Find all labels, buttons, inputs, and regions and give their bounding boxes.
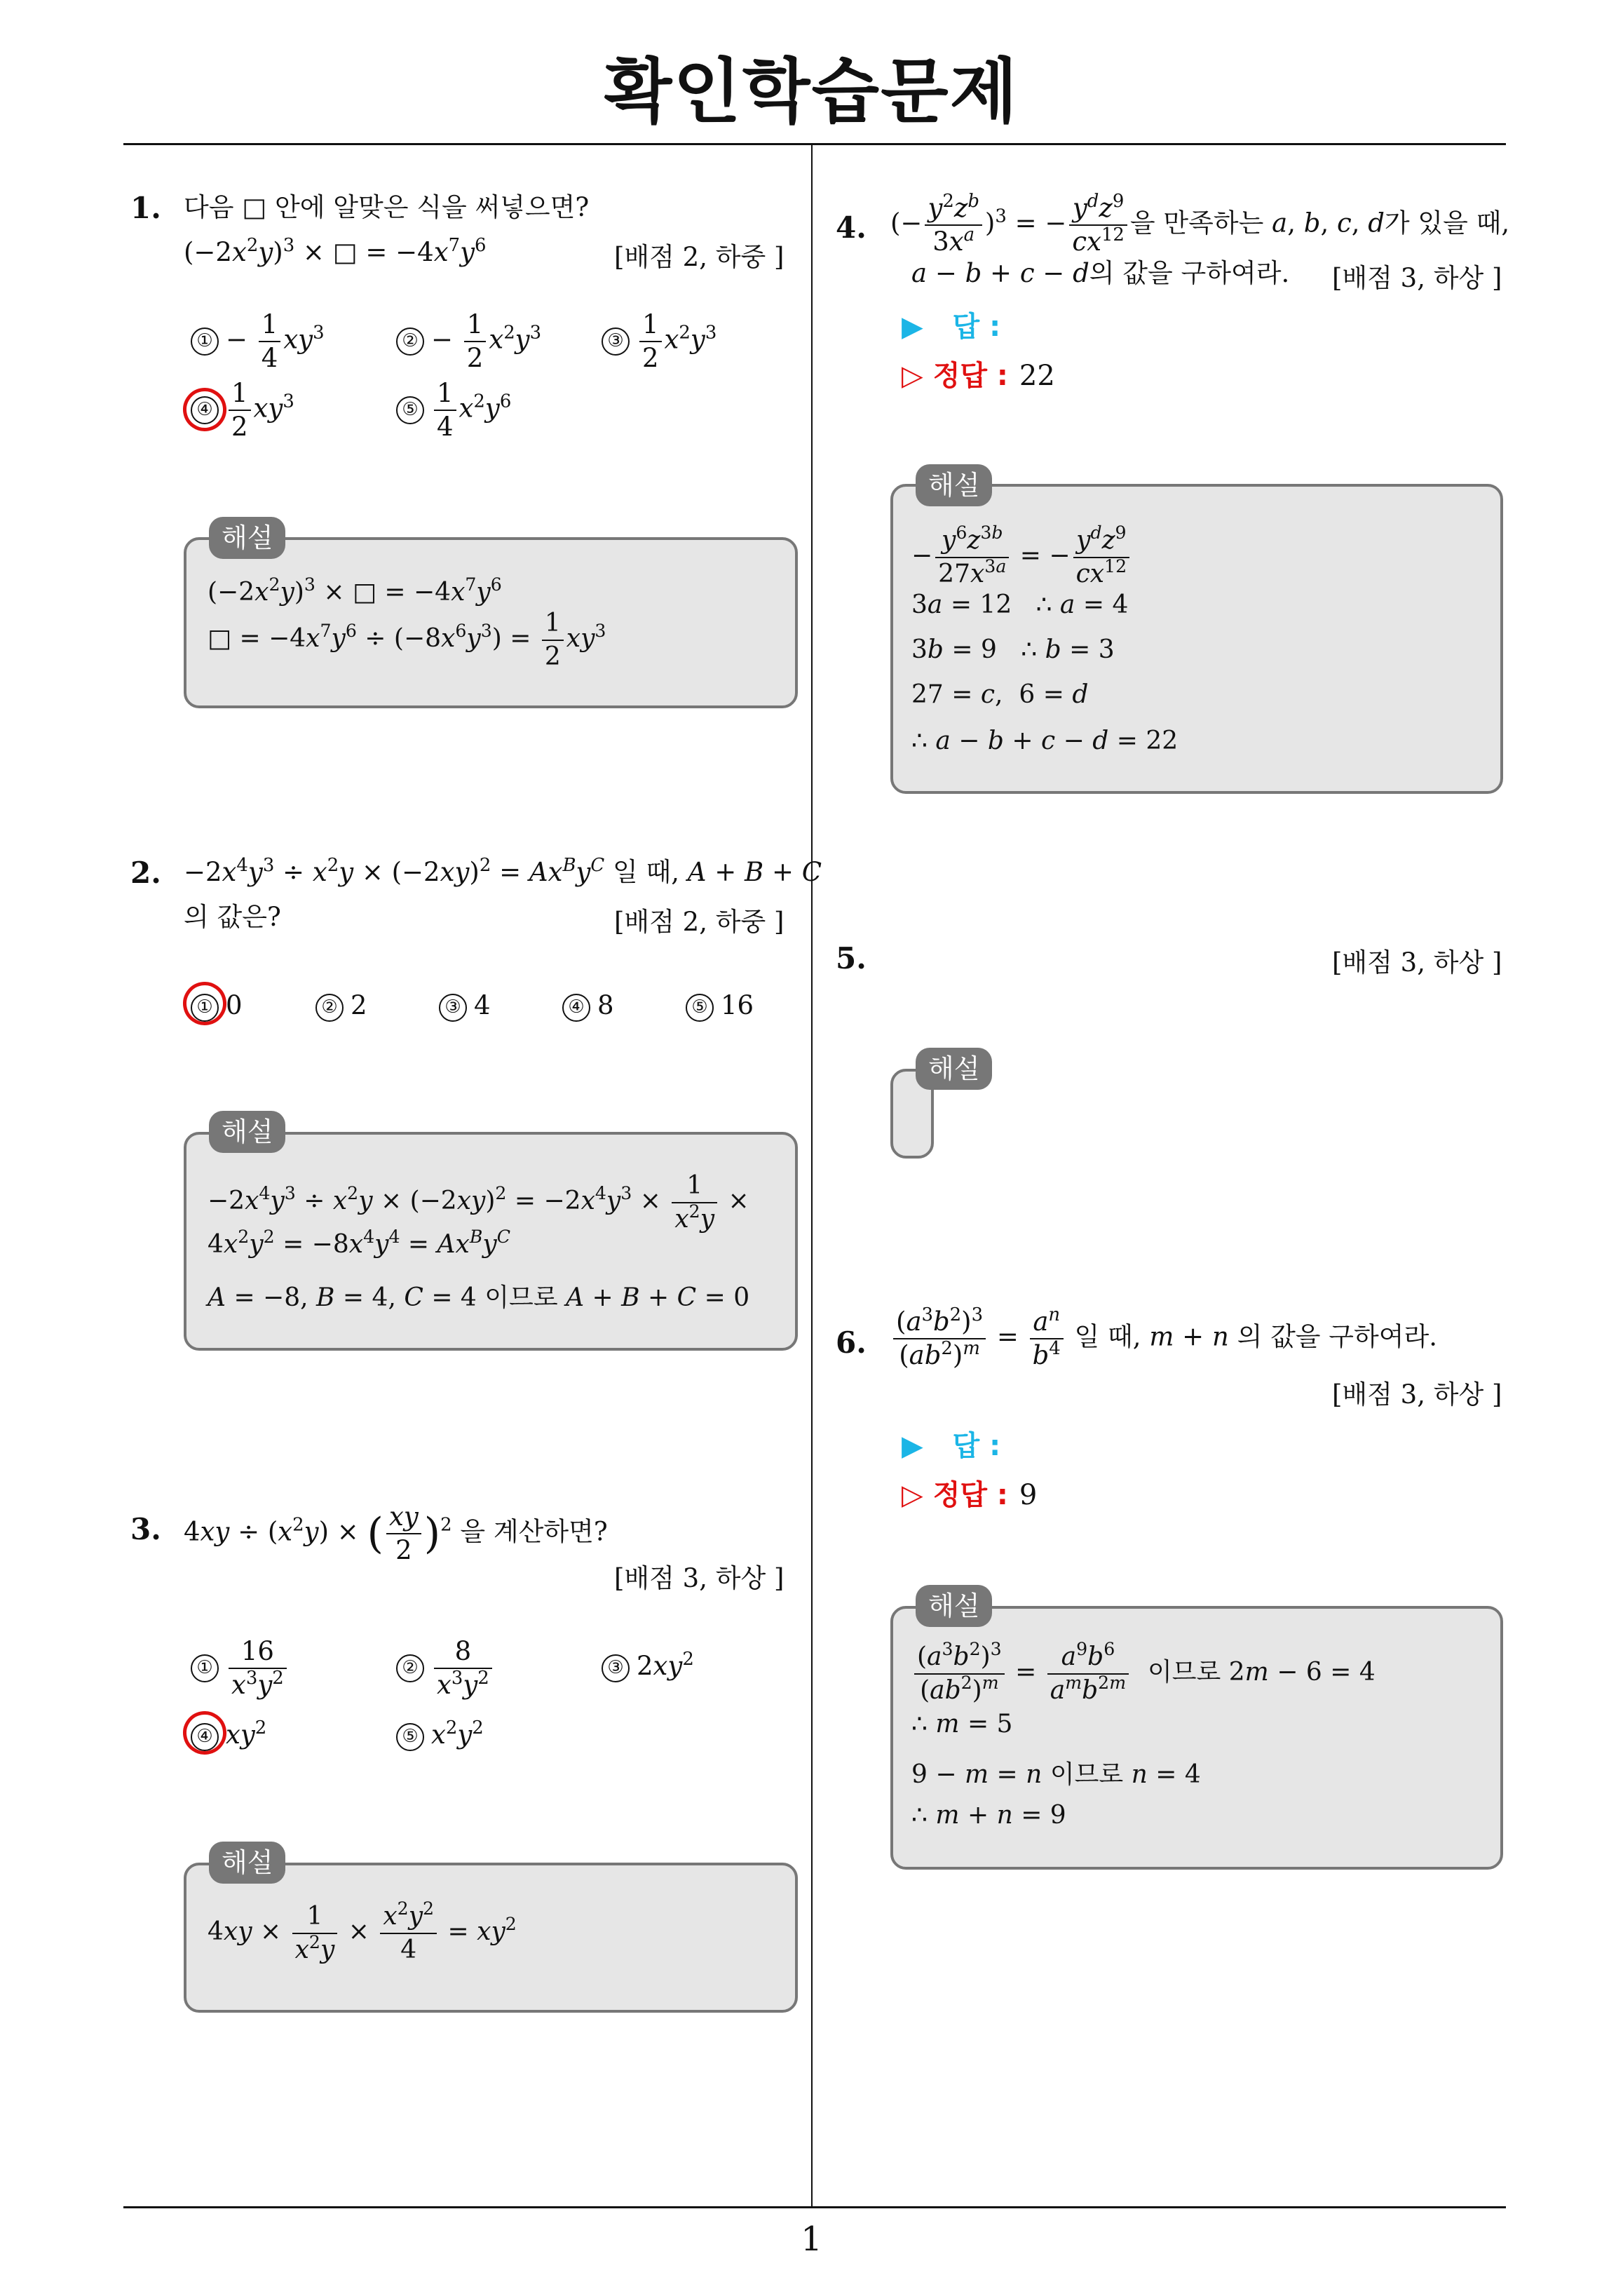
- q4-meta: [배점 3, 하상 ]: [1332, 263, 1502, 293]
- q2-text-line-2: 의 값은?: [184, 902, 281, 932]
- q4-solution-tag: 해설: [916, 464, 992, 506]
- triangle-outline-icon: ▷: [902, 1479, 923, 1511]
- q1-option-3[interactable]: ③ $\frac{1}{2}$ $x^2y^3$: [602, 309, 717, 374]
- q4-text: (− $\frac{y^2z^b}{3x^a}$ )$^3$ = − $\frac{y^dz^9}{cx^{12}}$ 을 만족하는 a, b, c, d가 있을 때,: [890, 190, 1510, 257]
- q1-option-1[interactable]: ① − $\frac{1}{4}$ $xy^3$: [191, 309, 325, 374]
- q6-solution-line-1: $\frac{(a^3b^2)^3}{(ab^2)^m}$ = $\frac{a^9b^6}{a^mb^{2m}}$ 이므로 2m − 6 = 4: [911, 1641, 1376, 1707]
- q4-correct-row: ▷ 정답 : 22: [902, 360, 1055, 392]
- q6-meta: [배점 3, 하상 ]: [1332, 1379, 1502, 1410]
- q2-solution-line-2: $4x^2y^2 = -8x^4y^4 = Ax^By^C$: [208, 1227, 510, 1259]
- q2-option-3[interactable]: ③ 4: [439, 990, 491, 1022]
- q3-option-5[interactable]: ⑤ $x^2y^2$: [396, 1720, 484, 1751]
- page-number: 1: [801, 2220, 822, 2259]
- q3-meta: [배점 3, 하상 ]: [614, 1563, 785, 1593]
- q1-solution-tag: 해설: [209, 517, 285, 559]
- q1-option-5[interactable]: ⑤ $\frac{1}{4}$ $x^2y^6$: [396, 377, 511, 443]
- q1-number: 1.: [130, 191, 161, 225]
- q4-solution-line-2: 3a = 12 ∴ a = 4: [911, 590, 1129, 619]
- play-icon: ▶: [902, 1430, 923, 1462]
- q3-option-2[interactable]: ② $\frac{8}{x^3y^2}$: [396, 1635, 495, 1701]
- q5-meta: [배점 3, 하상 ]: [1332, 947, 1502, 978]
- q6-text: $\frac{(a^3b^2)^3}{(ab^2)^m}$ = $\frac{a^n}{b^4}$ 일 때, m + n 의 값을 구하여라.: [890, 1306, 1437, 1372]
- q1-text: 다음 □ 안에 알맞은 식을 써넣으면?: [184, 192, 590, 222]
- q2-option-5[interactable]: ⑤ 16: [686, 990, 754, 1022]
- q1-expression: $(-2x^2y)^3$ × □ = $-4x^7y^6$: [184, 234, 487, 267]
- q6-solution-line-4: ∴ m + n = 9: [911, 1801, 1066, 1830]
- q2-number: 2.: [130, 856, 161, 890]
- q1-option-4[interactable]: ④ $\frac{1}{2}$ $xy^3$: [191, 377, 294, 443]
- q3-text: $4xy \div (x^2y)$ × ( $\frac{xy}{2}$ )$^2$ 을 계산하면?: [184, 1501, 608, 1565]
- q2-option-1[interactable]: ① 0: [191, 990, 243, 1022]
- q1-solution-line-1: $(-2x^2y)^3$ × □ = $-4x^7y^6$: [208, 574, 502, 607]
- q4-answer-row[interactable]: ▶ 답 :: [902, 311, 1001, 343]
- q2-solution-line-1: $-2x^4y^3 \div x^2y \times (-2xy)^2 = -2x^4y^3$ × $\frac{1}{x^2y}$ ×: [208, 1171, 749, 1234]
- q1-meta: [배점 2, 하중 ]: [614, 242, 785, 272]
- q1-option-2[interactable]: ② − $\frac{1}{2}$ $x^2y^3$: [396, 309, 541, 374]
- q5-solution-tag: 해설: [916, 1048, 992, 1090]
- q3-option-3[interactable]: ③ $2xy^2$: [602, 1651, 694, 1682]
- triangle-outline-icon: ▷: [902, 360, 923, 392]
- q4-solution-line-5: ∴ a − b + c − d = 22: [911, 727, 1179, 755]
- q4-text-line-2: a − b + c − d의 값을 구하여라.: [911, 258, 1290, 288]
- q2-option-2[interactable]: ② 2: [315, 990, 367, 1022]
- q3-number: 3.: [130, 1512, 161, 1546]
- q2-meta: [배점 2, 하중 ]: [614, 907, 785, 937]
- q6-solution-line-3: 9 − m = n 이므로 n = 4: [911, 1760, 1201, 1789]
- q2-solution-tag: 해설: [209, 1111, 285, 1153]
- q2-text: $-2x^4y^3 \div x^2y \times (-2xy)^2 = Ax^By^C$ 일 때, A + B + C: [184, 854, 822, 887]
- q6-answer-row[interactable]: ▶ 답 :: [902, 1430, 1001, 1462]
- q4-number: 4.: [836, 210, 867, 245]
- q4-solution-line-4: 27 = c, 6 = d: [911, 680, 1089, 709]
- column-divider: [811, 144, 813, 2206]
- q2-solution-line-3: A = −8, B = 4, C = 4 이므로 A + B + C = 0: [208, 1283, 750, 1312]
- q4-solution-line-1: − $\frac{y^6z^{3b}}{27x^{3a}}$ = − $\frac{y^dz^9}{cx^{12}}$: [911, 525, 1132, 590]
- q1-solution-line-2: □ = $-4x^7y^6 \div (-8x^6y^3)$ = $\frac{1}{2}$ $xy^3$: [208, 609, 606, 671]
- q6-number: 6.: [836, 1325, 867, 1360]
- q4-solution-line-3: 3b = 9 ∴ b = 3: [911, 635, 1115, 664]
- q3-solution-line-1: 4xy × $\frac{1}{x^2y}$ × $\frac{x^2y^2}{4}$ = $xy^2$: [208, 1898, 517, 1964]
- q6-solution-tag: 해설: [916, 1585, 992, 1627]
- q3-solution-tag: 해설: [209, 1842, 285, 1884]
- bottom-rule: [123, 2206, 1506, 2208]
- top-rule: [123, 143, 1506, 145]
- q3-option-1[interactable]: ① $\frac{16}{x^3y^2}$: [191, 1635, 290, 1701]
- q6-correct-row: ▷ 정답 : 9: [902, 1479, 1038, 1511]
- q2-option-4[interactable]: ④ 8: [562, 990, 614, 1022]
- q3-option-4[interactable]: ④ $xy^2$: [191, 1720, 266, 1751]
- play-icon: ▶: [902, 311, 923, 343]
- page-title: 확인학습문제: [604, 50, 1019, 133]
- q6-solution-line-2: ∴ m = 5: [911, 1710, 1013, 1738]
- q5-number: 5.: [836, 941, 867, 975]
